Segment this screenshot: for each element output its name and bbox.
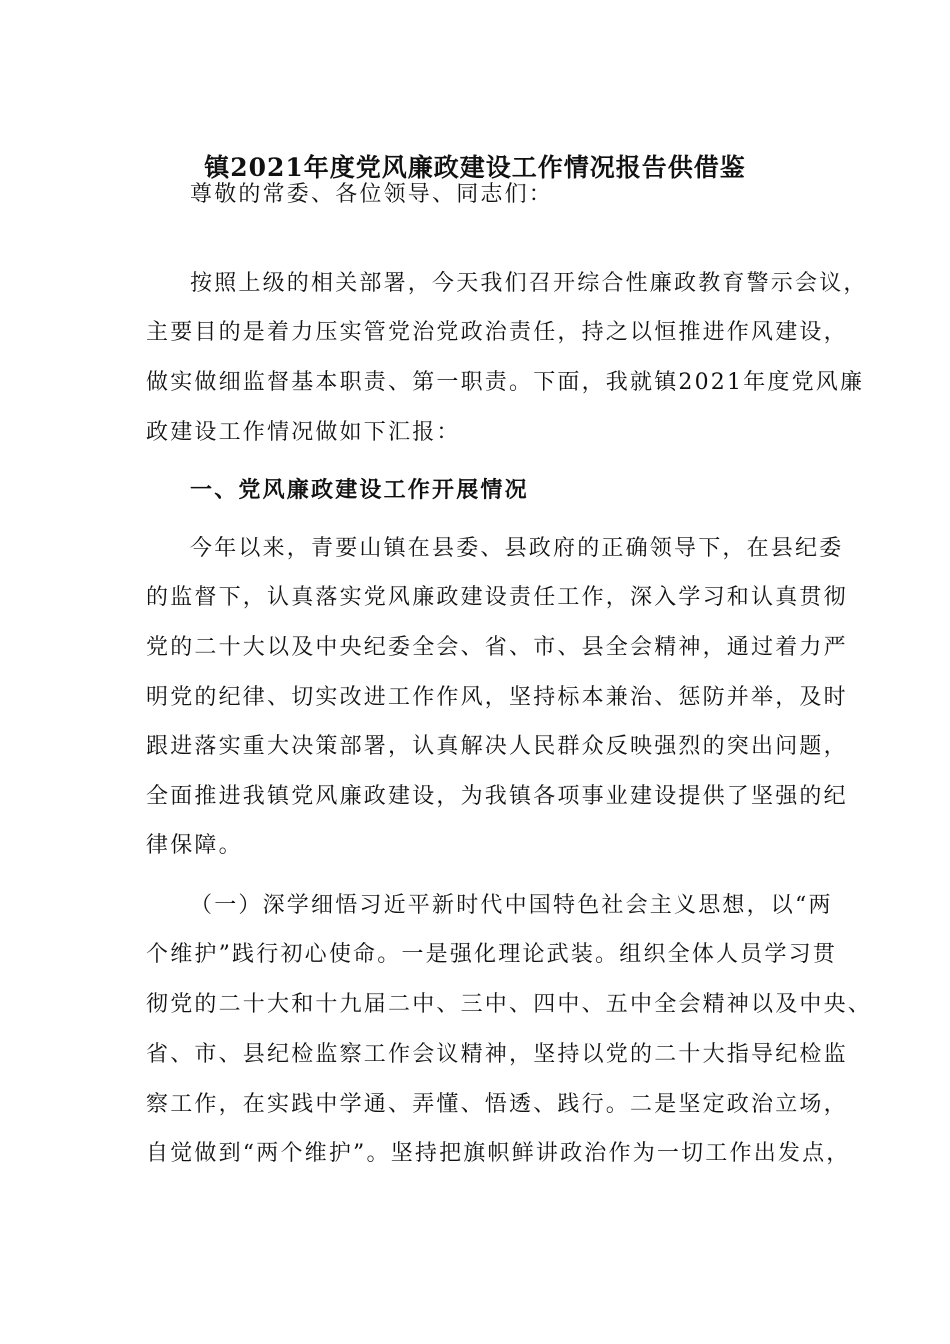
paragraph-line: 今年以来，青要山镇在县委、县政府的正确领导下，在县纪委 xyxy=(190,536,844,561)
intro-line: 做实做细监督基本职责、第一职责。下面，我就镇2021年度党风廉 xyxy=(146,370,865,395)
paragraph-line: 自觉做到“两个维护”。坚持把旗帜鲜讲政治作为一切工作出发点， xyxy=(146,1141,851,1166)
paragraph-line: 彻党的二十大和十九届二中、三中、四中、五中全会精神以及中央、 xyxy=(146,992,873,1017)
intro-line: 按照上级的相关部署，今天我们召开综合性廉政教育警示会议， xyxy=(190,271,868,296)
paragraph-line: 律保障。 xyxy=(146,833,243,858)
intro-line: 政建设工作情况做如下汇报： xyxy=(146,420,461,445)
paragraph-line: 省、市、县纪检监察工作会议精神，坚持以党的二十大指导纪检监 xyxy=(146,1042,848,1067)
paragraph-line: 的监督下，认真落实党风廉政建设责任工作，深入学习和认真贯彻 xyxy=(146,585,848,610)
salutation: 尊敬的常委、各位领导、同志们： xyxy=(190,182,554,207)
section-heading: 一、党风廉政建设工作开展情况 xyxy=(190,477,529,503)
paragraph-line: 察工作，在实践中学通、弄懂、悟透、践行。二是坚定政治立场， xyxy=(146,1092,848,1117)
intro-line: 主要目的是着力压实管党治党政治责任，持之以恒推进作风建设， xyxy=(146,320,848,345)
paragraph-line: 个维护”践行初心使命。一是强化理论武装。组织全体人员学习贯 xyxy=(146,942,838,967)
paragraph-line: （一）深学细悟习近平新时代中国特色社会主义思想，以“两 xyxy=(190,893,833,918)
paragraph-line: 全面推进我镇党风廉政建设，为我镇各项事业建设提供了坚强的纪 xyxy=(146,784,848,809)
document-title: 镇2021年度党风廉政建设工作情况报告供借鉴 xyxy=(204,153,746,182)
paragraph-line: 明党的纪律、切实改进工作作风，坚持标本兼治、惩防并举，及时 xyxy=(146,685,848,710)
paragraph-line: 跟进落实重大决策部署，认真解决人民群众反映强烈的突出问题， xyxy=(146,734,848,759)
paragraph-line: 党的二十大以及中央纪委全会、省、市、县全会精神，通过着力严 xyxy=(146,635,848,660)
